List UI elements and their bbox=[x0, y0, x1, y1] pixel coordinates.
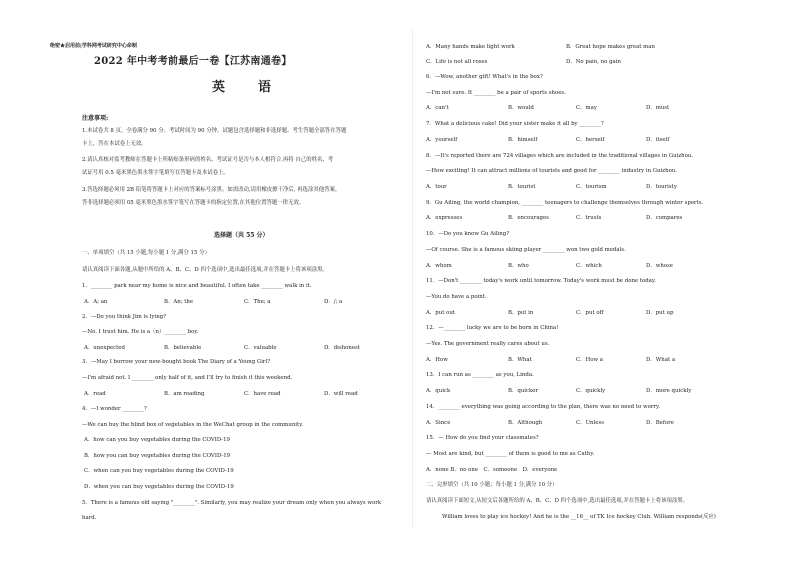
note-line: 答非选择题必须用 05 毫米黑色墨水签字笔写在答题卡的指定位置,在其他位置答题一律无效。 bbox=[82, 200, 305, 206]
exam-title: 2022 年中考考前最后一卷【江苏南通卷】 bbox=[94, 56, 292, 67]
question-stem: — Most are kind, but ________ of them is good to me as Cathy. bbox=[426, 451, 595, 457]
option-a: A．whom bbox=[426, 263, 452, 269]
option-a: A．How bbox=[426, 357, 448, 363]
option-d: D．itself bbox=[646, 137, 670, 143]
option-b: B．quicker bbox=[508, 388, 539, 394]
option-b: B．tourist bbox=[508, 184, 536, 190]
option-b: B．believable bbox=[164, 345, 202, 351]
question-stem: 6．—Wow, another gift! What's in the box? bbox=[426, 74, 543, 80]
option-a: A．put out bbox=[426, 310, 455, 316]
question-stem: —Of course. She is a famous skiing player ________ won two gold medals. bbox=[426, 247, 626, 253]
column-divider bbox=[412, 28, 413, 528]
option-d: D．whose bbox=[646, 263, 674, 269]
option-b: B．himself bbox=[508, 137, 538, 143]
option-c: C．which bbox=[576, 263, 602, 269]
option-d: D．/; a bbox=[324, 299, 343, 305]
option-d: D．more quickly bbox=[646, 388, 692, 394]
option-b: B．Great hope makes great man bbox=[566, 44, 655, 50]
option-a: A．Since bbox=[426, 420, 451, 426]
passage-line: William loves to play ice hockey! And he is the __16__ of TK Ice hockey Club. William responds(反应) bbox=[442, 514, 716, 520]
option-c: C．Unless bbox=[576, 420, 604, 426]
option-a: A．tour bbox=[426, 184, 447, 190]
question-stem: 4．—I wonder ________? bbox=[82, 406, 147, 412]
question-stem: 7．What a delicious cake! Did your sister make it all by ________? bbox=[426, 121, 604, 127]
option-a: A．Many hands make light work bbox=[426, 44, 515, 50]
question-stem: 5．There is a famous old saying "________". Similarly, you may realize your dream only when you always work bbox=[82, 500, 382, 506]
option-d: D．What a bbox=[646, 357, 676, 363]
question-stem: hard. bbox=[82, 515, 97, 521]
option-d: D．compares bbox=[646, 215, 683, 221]
note-line: 2.请认真核对监考教师在答题卡上所粘贴条形码的姓名、考试证号是否与本人相符合.再将 自己的姓名、考 bbox=[82, 157, 334, 163]
option-a: A．read bbox=[84, 391, 106, 397]
option-c: C．The; a bbox=[244, 299, 271, 305]
option-d: D．No pain, no gain bbox=[566, 59, 621, 65]
notes-heading: 注意事项: bbox=[82, 115, 109, 122]
option-d: D．will read bbox=[324, 391, 358, 397]
option-c: C．have read bbox=[244, 391, 281, 397]
note-line: 卡上，答在本试卷上无效。 bbox=[82, 141, 147, 147]
option-b: B．am reading bbox=[164, 391, 205, 397]
question-stem: 2．—Do you think Jim is lying? bbox=[82, 314, 167, 320]
option-c: C．put off bbox=[576, 310, 604, 316]
question-stem: 11．—Don't ________ today's work until tomorrow. Today's work must be done today. bbox=[426, 278, 656, 284]
part-heading: 二、完形填空（共 10 小题；每小题 1 分,满分 10 分） bbox=[426, 482, 558, 488]
part-heading: 一、单项填空（共 15 小题,每小题 1 分,满分 15 分） bbox=[82, 250, 210, 256]
option-b: B．who bbox=[508, 263, 529, 269]
option-c: C．valuable bbox=[244, 345, 277, 351]
question-stem: 8．—It's reported there are 724 villages which are included in the traditional villages in Guizhou. bbox=[426, 153, 694, 159]
question-stem: —No. I trust him. He is a（n）________ boy. bbox=[82, 329, 199, 335]
option-a: A．can't bbox=[426, 105, 449, 111]
option-d: D．put up bbox=[646, 310, 674, 316]
note-line: 3.答选择题必须用 2B 铅笔将答题卡上对应的答案标号涂黑。如需改动,请用橡皮擦干净后, 再选涂其他答案。 bbox=[82, 187, 341, 193]
option-c: C．How a bbox=[576, 357, 604, 363]
question-options: A．none B．no one C．someone D．everyone bbox=[426, 467, 558, 473]
option-c: C．trusts bbox=[576, 215, 602, 221]
option-b: B．Although bbox=[508, 420, 543, 426]
question-stem: 10．—Do you know Gu Ailing? bbox=[426, 231, 510, 237]
subject-title: 英 语 bbox=[212, 80, 282, 95]
option-a: A．how can you buy vegetables during the COVID-19 bbox=[84, 437, 230, 443]
section-heading: 选择题（共 55 分） bbox=[214, 232, 269, 239]
question-stem: 12．—________ lucky we are to be born in China! bbox=[426, 325, 559, 331]
part-instruction: 请认真阅读下面短文,从短文后各题所给的 A、B、C、D 四个选项中,选出最佳选项,并在答题卡上将该项涂黑。 bbox=[426, 498, 689, 504]
option-d: D．touristy bbox=[646, 184, 677, 190]
note-line: 1.本试卷共 8 页。全卷满分 90 分。考试时间为 90 分钟。试题包含选择题和非选择题。考生答题全部答在答题 bbox=[82, 128, 347, 134]
option-b: B．What bbox=[508, 357, 532, 363]
option-b: B．encourages bbox=[508, 215, 549, 221]
question-stem: 1．________ park near my home is nice and beautiful. I often take ________ walk in it. bbox=[82, 283, 312, 289]
option-b: B．An; the bbox=[164, 299, 194, 305]
question-stem: 15．— How do you find your classmates? bbox=[426, 435, 539, 441]
option-c: C．tourism bbox=[576, 184, 607, 190]
option-d: D．when you can buy vegetables during the COVID-19 bbox=[84, 484, 234, 490]
option-c: C．Life is not all roses bbox=[426, 59, 488, 65]
option-a: A．A; an bbox=[84, 299, 108, 305]
secret-mark: 绝密★启用前|学科网考试研究中心命制 bbox=[50, 43, 137, 49]
option-a: A．expresses bbox=[426, 215, 463, 221]
question-stem: —I'm not sure. It ________ be a pair of sports shoes. bbox=[426, 90, 566, 96]
question-stem: 9．Gu Ailing, the world champion, ________ teenagers to challenge themselves through winter sports. bbox=[426, 200, 704, 206]
question-stem: —You do have a point. bbox=[426, 294, 487, 300]
option-d: D．dishonest bbox=[324, 345, 360, 351]
question-stem: —We can buy the blind box of vegetables in the WeChat group in the community. bbox=[82, 422, 304, 428]
part-instruction: 请认真阅读下面各题,从题中所给的 A、B、C、D 四个选项中,选出最佳选项,并在答题卡上将该项涂黑。 bbox=[82, 267, 328, 273]
question-stem: 3．—May I borrow your new-bought book The Diary of a Young Girl? bbox=[82, 359, 271, 365]
option-b: B．would bbox=[508, 105, 534, 111]
option-d: D．Before bbox=[646, 420, 674, 426]
question-stem: 13．I can run as ________ as you, Linda. bbox=[426, 372, 534, 378]
question-stem: 14．________ everything was going according to the plan, there was no need to worry. bbox=[426, 404, 661, 410]
option-a: A．quick bbox=[426, 388, 451, 394]
option-d: D．must bbox=[646, 105, 670, 111]
option-c: C．herself bbox=[576, 137, 605, 143]
note-line: 试证号用 0.5 毫米黑色墨水签字笔填写在答题卡及本试卷上。 bbox=[82, 170, 229, 176]
option-c: C．quickly bbox=[576, 388, 606, 394]
option-b: B．put in bbox=[508, 310, 534, 316]
question-stem: —Yes. The government really cares about us. bbox=[426, 341, 550, 347]
option-c: C．when can you buy vegetables during the COVID-19 bbox=[84, 468, 234, 474]
question-stem: —I'm afraid not. I ________ only half of it, and I'll try to finish it this weekend. bbox=[82, 375, 293, 381]
question-stem: —How exciting! It can attract millions of tourists and good for ________ industry in Guizhou. bbox=[426, 168, 678, 174]
option-b: B．how you can buy vegetables during the COVID-19 bbox=[84, 453, 231, 459]
option-a: A．yourself bbox=[426, 137, 458, 143]
option-a: A．unexpected bbox=[84, 345, 125, 351]
option-c: C．may bbox=[576, 105, 597, 111]
